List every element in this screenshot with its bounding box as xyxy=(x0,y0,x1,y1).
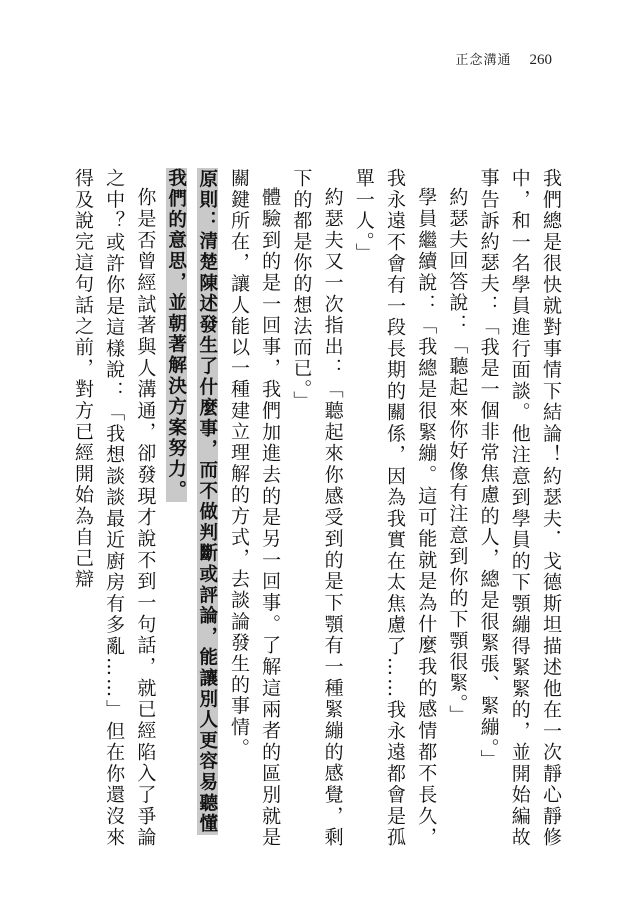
paragraph-1: 我們總是很快就對事情下結論！約瑟夫．戈德斯坦描述他在一次靜心靜修中，和一名學員進行面談。他注意到學員的下顎繃得緊緊的，並開始編故事告訴約瑟夫：「我是一個非常焦慮的人，總是很緊張、緊繃。」 xyxy=(477,168,562,848)
paragraph-4: 約瑟夫又一次指出：「聽起來你感受到的是下顎有一種緊繃的感覺，剩下的都是你的想法而已。」 xyxy=(290,168,344,848)
running-title: 正念溝通 xyxy=(455,53,512,68)
paragraph-5: 體驗到的是一回事，我們加進去的是另一回事。了解這兩者的區別就是關鍵所在，讓人能以一種建立理解的方式，去談論發生的事情。 xyxy=(227,168,282,848)
page-header xyxy=(455,49,552,69)
vertical-text-body xyxy=(66,168,566,848)
paragraph-2: 約瑟夫回答說：「聽起來你好像有注意到你的下顎很緊。」 xyxy=(446,187,469,727)
paragraph-6: 你是否曾經試著與人溝通，卻發現才說不到一句話，就已經陷入了爭論之中？或許你是這樣說：「我想談談最近廚房有多亂……」但在你還沒來得及說完這句話之前，對方已經開始為自己辯 xyxy=(71,168,157,848)
principle-highlight: 原則：清楚陳述發生了什麼事，而不做判斷或評論，能讓別人更容易聽懂我們的意思，並朝著解決方案努力。 xyxy=(165,168,218,835)
page-number: 260 xyxy=(529,52,552,68)
paragraph-3: 學員繼續說：「我總是很緊繃。這可能就是為什麼我的感情都不長久，我永遠不會有一段長期的關係，因為我實在太焦慮了……我永遠都會是孤單一人。」 xyxy=(352,168,438,848)
principle-callout xyxy=(160,168,222,848)
